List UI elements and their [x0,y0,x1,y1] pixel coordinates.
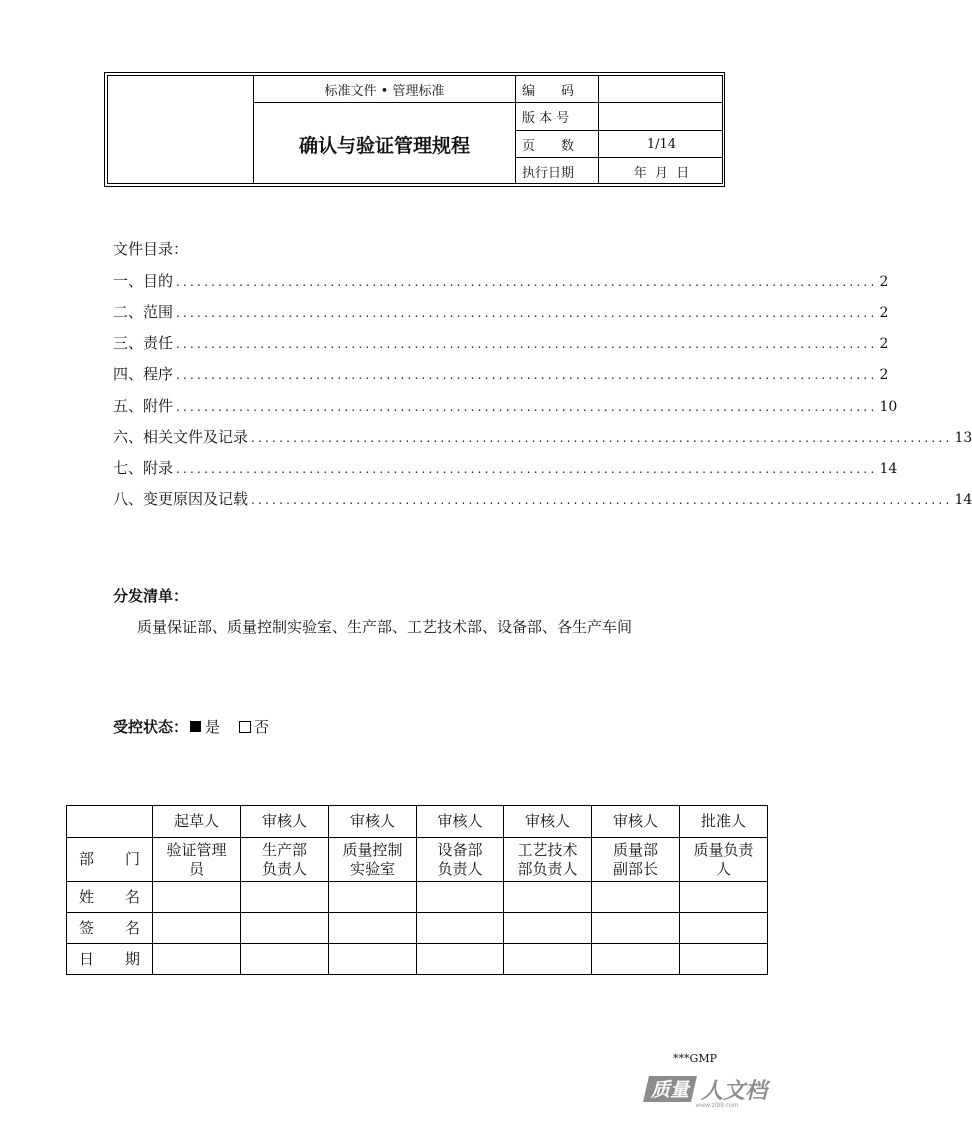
toc-item-label: 一、目的 [113,272,174,290]
toc-item[interactable] [113,426,972,446]
checkbox-no-label: 否 [254,718,270,736]
toc-item[interactable] [113,395,898,415]
name-entry-cell[interactable] [417,882,504,913]
signature-entry-cell[interactable] [329,913,417,944]
department-cell: 质量负责人 [680,838,768,882]
header-table [107,75,723,184]
toc-item-page: 2 [879,336,889,352]
department-cell: 质量控制实验室 [329,838,417,882]
watermark-logo [643,1074,783,1108]
toc-leader: .................................................................................................... [251,493,953,507]
row-label-department: 部 门 [67,838,153,882]
controlled-status [113,716,269,737]
toc-item-label: 七、附录 [113,459,174,477]
signature-entry-cell[interactable] [680,913,768,944]
signature-entry-cell[interactable] [241,913,329,944]
toc-leader: .................................................................................................... [176,400,878,414]
signoff-role-row [67,806,768,838]
corner-cell [67,806,153,838]
toc-leader: .................................................................................................... [251,431,953,445]
signoff-date-row [67,944,768,975]
checkbox-no[interactable] [239,721,251,733]
date-entry-cell[interactable] [680,944,768,975]
footer-code: ***GMP [673,1052,717,1065]
row-label-signature: 签 名 [67,913,153,944]
toc-item-page: 2 [879,367,889,383]
name-entry-cell[interactable] [241,882,329,913]
signoff-department-row [67,838,768,882]
role-cell: 审核人 [417,806,504,838]
role-cell: 审核人 [504,806,592,838]
field-value-code [599,76,724,102]
toc-item[interactable] [113,301,889,321]
toc-item[interactable] [113,332,889,352]
signature-entry-cell[interactable] [153,913,241,944]
toc-leader: .................................................................................................... [176,306,878,320]
signature-entry-cell[interactable] [592,913,680,944]
role-cell: 起草人 [153,806,241,838]
toc-title: 文件目录： [113,240,189,258]
toc-item-page: 2 [879,274,889,290]
field-value-version [599,103,724,130]
name-entry-cell[interactable] [504,882,592,913]
toc-item-label: 五、附件 [113,397,174,415]
field-label-pages: 页 数 [522,138,575,154]
department-cell: 生产部负责人 [241,838,329,882]
department-cell: 设备部负责人 [417,838,504,882]
toc-item-label: 六、相关文件及记录 [113,428,249,446]
signature-entry-cell[interactable] [504,913,592,944]
toc-item-page: 2 [879,305,889,321]
document-category: 标准文件 • 管理标准 [324,83,445,99]
department-cell: 验证管理员 [153,838,241,882]
name-entry-cell[interactable] [680,882,768,913]
watermark-url: www.zl99.com [695,1102,739,1109]
signoff-name-row [67,882,768,913]
row-label-date: 日 期 [67,944,153,975]
toc-item[interactable] [113,488,972,508]
toc-leader: .................................................................................................... [176,368,878,382]
toc-item-label: 二、范围 [113,303,174,321]
signoff-signature-row [67,913,768,944]
signature-entry-cell[interactable] [417,913,504,944]
toc-leader: .................................................................................................... [176,275,878,289]
watermark-text-left: 质量 [650,1079,690,1101]
controlled-status-heading: 受控状态： [113,718,189,736]
document-title: 确认与验证管理规程 [298,134,470,157]
role-cell: 批准人 [680,806,768,838]
toc-item[interactable] [113,363,889,383]
name-entry-cell[interactable] [329,882,417,913]
date-entry-cell[interactable] [153,944,241,975]
checkbox-yes-label: 是 [205,718,221,736]
field-value-pages: 1/14 [646,136,677,152]
department-cell: 质量部副部长 [592,838,680,882]
watermark-text-right: 人文档 [701,1079,768,1104]
name-entry-cell[interactable] [592,882,680,913]
field-label-effective-date: 执行日期 [522,166,575,181]
row-label-name: 姓 名 [67,882,153,913]
field-value-effective-date: 年 月 日 [633,166,690,181]
distribution-heading: 分发清单： [113,587,189,605]
distribution-list: 质量保证部、质量控制实验室、生产部、工艺技术部、设备部、各生产车间 [137,618,633,636]
field-label-code: 编 码 [522,83,575,99]
role-cell: 审核人 [329,806,417,838]
date-entry-cell[interactable] [329,944,417,975]
date-entry-cell[interactable] [417,944,504,975]
role-cell: 审核人 [241,806,329,838]
toc-item[interactable] [113,457,898,477]
department-cell: 工艺技术部负责人 [504,838,592,882]
toc-leader: .................................................................................................... [176,462,878,476]
date-entry-cell[interactable] [241,944,329,975]
toc-item-page: 14 [954,492,972,508]
checkbox-yes[interactable] [190,721,201,732]
field-label-version: 版 本 号 [522,111,570,126]
toc-item-page: 14 [879,461,898,477]
date-entry-cell[interactable] [504,944,592,975]
toc-item-label: 三、责任 [113,334,174,352]
signoff-table [66,805,768,975]
toc-item-label: 八、变更原因及记载 [113,490,249,508]
toc-item[interactable] [113,270,889,290]
toc-item-label: 四、程序 [113,365,174,383]
date-entry-cell[interactable] [592,944,680,975]
toc-item-page: 10 [879,399,898,415]
toc-item-page: 13 [954,430,972,446]
role-cell: 审核人 [592,806,680,838]
name-entry-cell[interactable] [153,882,241,913]
toc-leader: .................................................................................................... [176,337,878,351]
